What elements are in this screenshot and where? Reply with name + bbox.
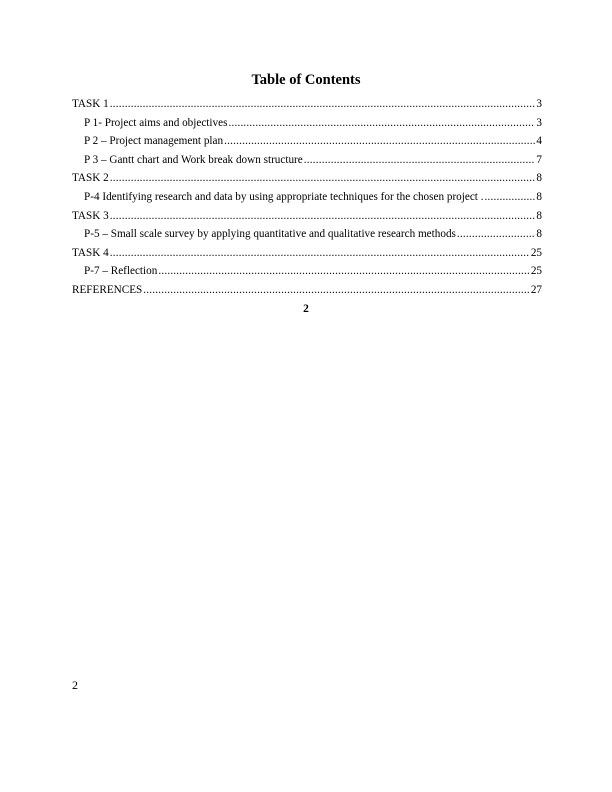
table-of-contents	[72, 95, 542, 300]
toc-entry-page: 3	[536, 98, 542, 110]
toc-dot-leader	[457, 225, 536, 244]
toc-entry-page: 4	[536, 135, 542, 148]
toc-entry-page: 8	[536, 209, 542, 222]
toc-dot-leader	[110, 95, 536, 114]
toc-entry[interactable]	[72, 151, 542, 170]
toc-entry[interactable]	[72, 95, 542, 114]
toc-entry[interactable]	[72, 132, 542, 151]
toc-entry-label: TASK 4	[72, 246, 109, 259]
toc-entry-label: TASK 3	[72, 209, 109, 222]
toc-entry-label: P-7 – Reflection	[84, 265, 158, 278]
toc-dot-leader	[110, 244, 530, 263]
toc-entry-page: 8	[536, 228, 542, 241]
toc-entry-label: REFERENCES	[72, 283, 143, 296]
toc-entry[interactable]	[72, 281, 542, 300]
toc-entry-page: 25	[530, 265, 542, 278]
toc-entry-page: 7	[536, 153, 542, 166]
toc-dot-leader	[158, 262, 529, 281]
toc-entry[interactable]	[72, 262, 542, 281]
toc-entry-label: P-5 – Small scale survey by applying quantitative and qualitative research methods	[84, 228, 456, 241]
toc-dot-leader	[485, 188, 536, 207]
footer-page-number: 2	[72, 678, 78, 692]
toc-entry-page: 8	[536, 190, 542, 203]
toc-entry-label: P 1- Project aims and objectives	[84, 116, 228, 129]
toc-entry-label: P-4 Identifying research and data by using appropriate techniques for the chosen project .	[84, 190, 484, 203]
toc-entry-label: P 3 – Gantt chart and Work break down structure	[84, 153, 303, 166]
toc-entry-label: TASK 2	[72, 172, 109, 185]
toc-entry[interactable]	[72, 188, 542, 207]
toc-entry-label: TASK 1	[72, 98, 109, 110]
toc-entry-page: 27	[530, 283, 542, 296]
toc-dot-leader	[110, 169, 536, 188]
toc-title: Table of Contents	[251, 72, 361, 88]
toc-entry-page: 3	[536, 116, 542, 129]
toc-entry[interactable]	[72, 244, 542, 263]
toc-dot-leader	[228, 114, 535, 133]
toc-entry[interactable]	[72, 207, 542, 226]
toc-entry-page: 25	[530, 246, 542, 259]
toc-entry[interactable]	[72, 114, 542, 133]
centered-page-number: 2	[303, 303, 309, 315]
toc-entry-label: P 2 – Project management plan	[84, 135, 224, 148]
toc-dot-leader	[224, 132, 535, 151]
toc-dot-leader	[304, 151, 536, 170]
toc-dot-leader	[143, 281, 530, 300]
toc-dot-leader	[110, 207, 536, 226]
toc-entry-page: 8	[536, 172, 542, 185]
toc-entry[interactable]	[72, 225, 542, 244]
toc-entry[interactable]	[72, 169, 542, 188]
